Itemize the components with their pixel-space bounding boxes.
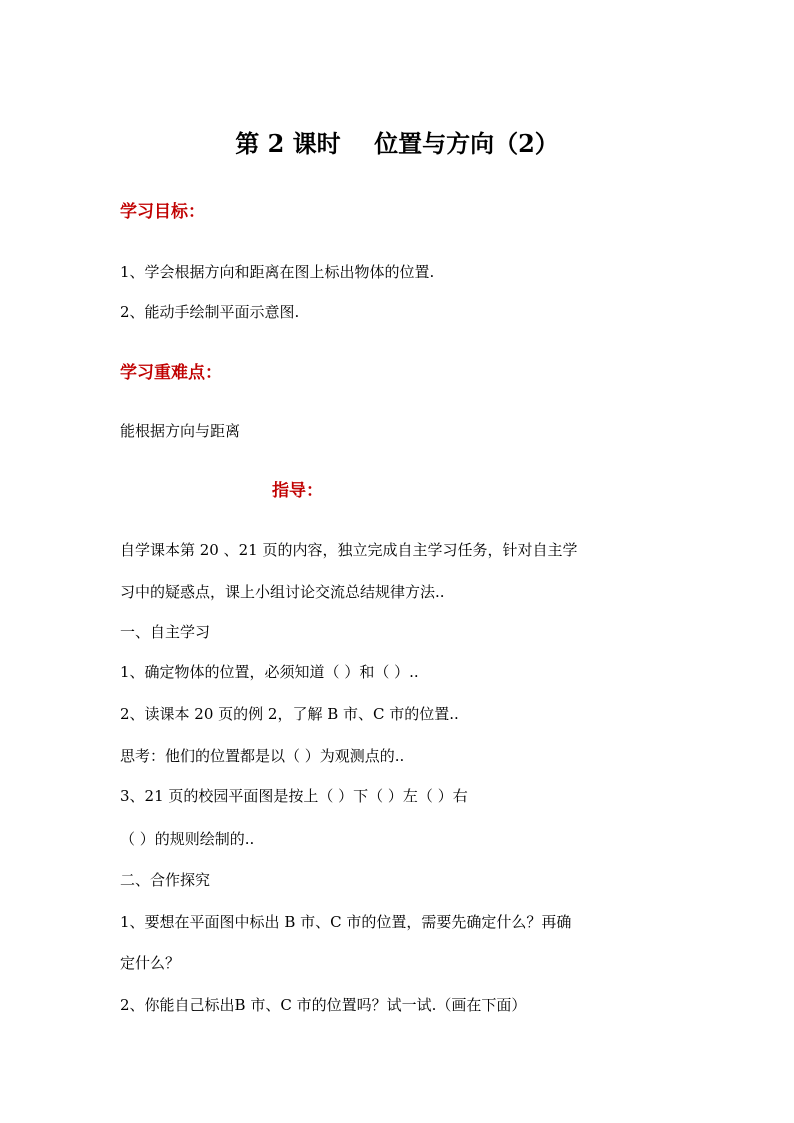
- section2-heading: 二、合作探究: [120, 871, 211, 889]
- section1-line-1: 1、确定物体的位置，必须知道（ ）和（ ）..: [120, 663, 419, 681]
- objectives-heading: 学习目标：: [120, 202, 205, 222]
- section1-line-2: 2、读课本 20 页的例 2，了解 B 市、C 市的位置..: [120, 705, 459, 723]
- page-title: 第 2 课时 位置与方向（2）: [235, 129, 559, 158]
- section2-line-3: 2、你能自己标出B 市、C 市的位置吗？试一试.（画在下面）: [120, 996, 527, 1014]
- section2-line-2: 定什么？: [120, 954, 181, 972]
- section1-line-3: 思考：他们的位置都是以（ ）为观测点的..: [120, 747, 405, 765]
- section2-line-1: 1、要想在平面图中标出 B 市、C 市的位置，需要先确定什么？再确: [120, 913, 572, 931]
- objective-item-1: 1、学会根据方向和距离在图上标出物体的位置.: [120, 263, 435, 281]
- section1-line-4: 3、21 页的校园平面图是按上（ ）下（ ）左（ ）右: [120, 787, 468, 805]
- section1-line-5: （ ）的规则绘制的..: [120, 830, 255, 848]
- objective-item-2: 2、能动手绘制平面示意图.: [120, 303, 300, 321]
- guidance-line-1: 自学课本第 20 、21 页的内容，独立完成自主学习任务，针对自主学: [120, 541, 578, 559]
- guidance-line-2: 习中的疑惑点，课上小组讨论交流总结规律方法..: [120, 583, 445, 601]
- section1-heading: 一、自主学习: [120, 623, 211, 641]
- key-points-text: 能根据方向与距离: [120, 422, 241, 440]
- key-points-heading: 学习重难点：: [120, 363, 222, 383]
- guidance-heading: 指导：: [272, 481, 323, 501]
